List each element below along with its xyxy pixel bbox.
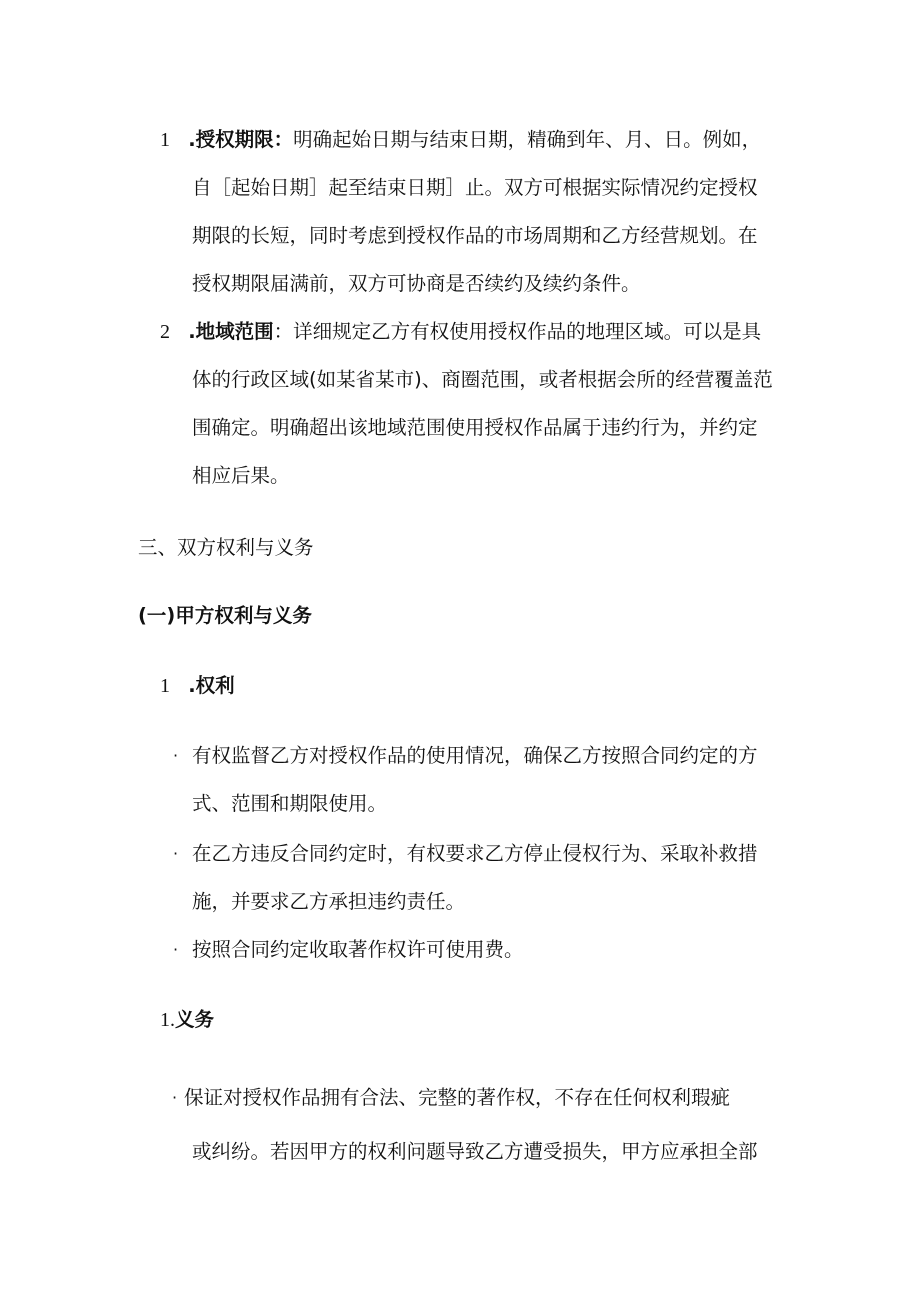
item2-line-1	[160, 320, 761, 344]
item1-text-1: 明确起始日期与结束日期，精确到年、月、日。例如，	[293, 128, 762, 151]
rights-item2-line-2: 施，并要求乙方承担违约责任。	[192, 890, 466, 913]
rights-item3-line-1: 按照合同约定收取著作权许可使用费。	[192, 938, 524, 961]
rights-item1-line-2: 式、范围和期限使用。	[192, 792, 388, 815]
item1-line-4: 授权期限届满前，双方可协商是否续约及续约条件。	[192, 272, 641, 295]
duties-line-2: 或纠纷。若因甲方的权利问题导致乙方遭受损失，甲方应承担全部	[192, 1140, 758, 1163]
duties-heading	[160, 1008, 214, 1032]
item2-number: 2	[160, 321, 170, 343]
rights-bullet-2: ·	[173, 844, 179, 863]
rights-item2-line-1: 在乙方违反合同约定时，有权要求乙方停止侵权行为、采取补救措	[192, 842, 758, 865]
rights-label: 权利	[195, 674, 235, 697]
item2-line-3: 围确定。明确超出该地域范围使用授权作品属于违约行为，并约定	[192, 416, 758, 439]
section3-heading: 三、双方权利与义务	[138, 536, 314, 559]
duties-line-1: 保证对授权作品拥有合法、完整的著作权，不存在任何权利瑕疵	[184, 1086, 731, 1109]
item1-label: 授权期限：	[195, 128, 294, 151]
item2-label: 地域范围	[195, 320, 274, 343]
duties-label: 义务	[175, 1008, 215, 1031]
item1-line-1	[160, 128, 761, 152]
item2-line-4: 相应后果。	[192, 464, 290, 487]
rights-heading	[160, 674, 235, 698]
rights-number: 1	[160, 675, 170, 697]
duties-bullet-1: ·	[172, 1088, 178, 1107]
item1-dot: .	[188, 128, 196, 151]
rights-bullet-3: ·	[173, 940, 179, 959]
rights-bullet-1: ·	[173, 746, 179, 765]
item1-number: 1	[160, 129, 170, 151]
item2-dot: .	[188, 320, 196, 343]
sub1-heading: (一)甲方权利与义务	[138, 604, 312, 627]
item1-line-3: 期限的长短，同时考虑到授权作品的市场周期和乙方经营规划。在	[192, 224, 758, 247]
duties-number: 1.	[160, 1009, 175, 1031]
item2-line-2: 体的行政区域(如某省某市)、商圈范围，或者根据会所的经营覆盖范	[192, 368, 773, 391]
item2-text-1: ：详细规定乙方有权使用授权作品的地理区域。可以是具	[273, 320, 762, 343]
item1-line-2: 自［起始日期］起至结束日期］止。双方可根据实际情况约定授权	[192, 176, 758, 199]
rights-item1-line-1: 有权监督乙方对授权作品的使用情况，确保乙方按照合同约定的方	[192, 744, 758, 767]
rights-dot: .	[188, 674, 196, 697]
